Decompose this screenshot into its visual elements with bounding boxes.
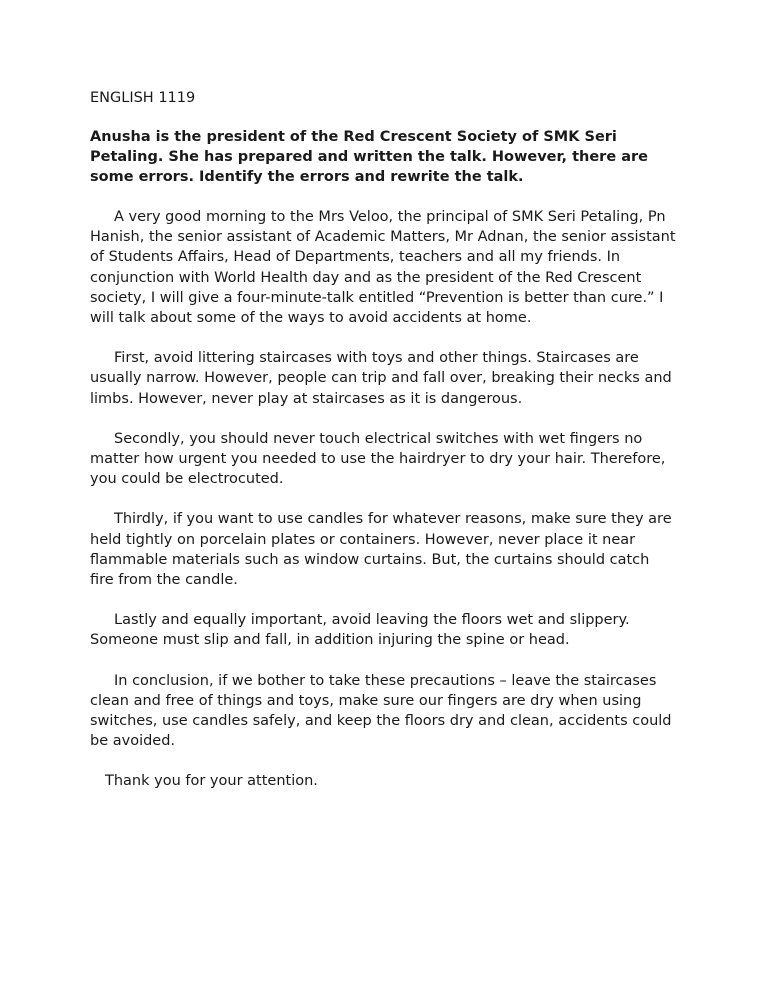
- paragraph-first-point: First, avoid littering staircases with toys and other things. Staircases are usually narrow. However, people can trip and fall over, breaking their necks and limbs. However, never play at staircases as it is dangerous.: [90, 350, 672, 407]
- closing-line: Thank you for your attention.: [105, 773, 318, 790]
- paragraph-third-point: Thirdly, if you want to use candles for whatever reasons, make sure they are held tightly on porcelain plates or containers. However, never place it near flammable materials such as window curtains. But, the curtains should catch fire from the candle.: [90, 511, 672, 589]
- paragraph-last-point: Lastly and equally important, avoid leaving the floors wet and slippery. Someone must slip and fall, in addition injuring the spine or head.: [90, 612, 630, 649]
- task-instructions: Anusha is the president of the Red Crescent Society of SMK Seri Petaling. She has prepared and written the talk. However, there are some errors. Identify the errors and rewrite the talk.: [90, 129, 648, 185]
- document-page: [90, 88, 676, 791]
- paragraph-conclusion: In conclusion, if we bother to take these precautions – leave the staircases clean and free of things and toys, make sure our fingers are dry when using switches, use candles safely, and keep the floors dry and clean, accidents could be avoided.: [90, 672, 672, 750]
- course-title: ENGLISH 1119: [90, 90, 196, 106]
- paragraph-greeting: A very good morning to the Mrs Veloo, the principal of SMK Seri Petaling, Pn Hanish, the senior assistant of Academic Matters, Mr Adnan, the senior assistant of Students Affairs, Head of Departments, teachers and all my friends. In conjunction with World Health day and as the president of the Red Crescent society, I will give a four-minute-talk entitled “Prevention is better than cure.” I will talk about some of the ways to avoid accidents at home.: [90, 209, 676, 327]
- paragraph-second-point: Secondly, you should never touch electrical switches with wet fingers no matter how urgent you needed to use the hairdryer to dry your hair. Therefore, you could be electrocuted.: [90, 430, 666, 488]
